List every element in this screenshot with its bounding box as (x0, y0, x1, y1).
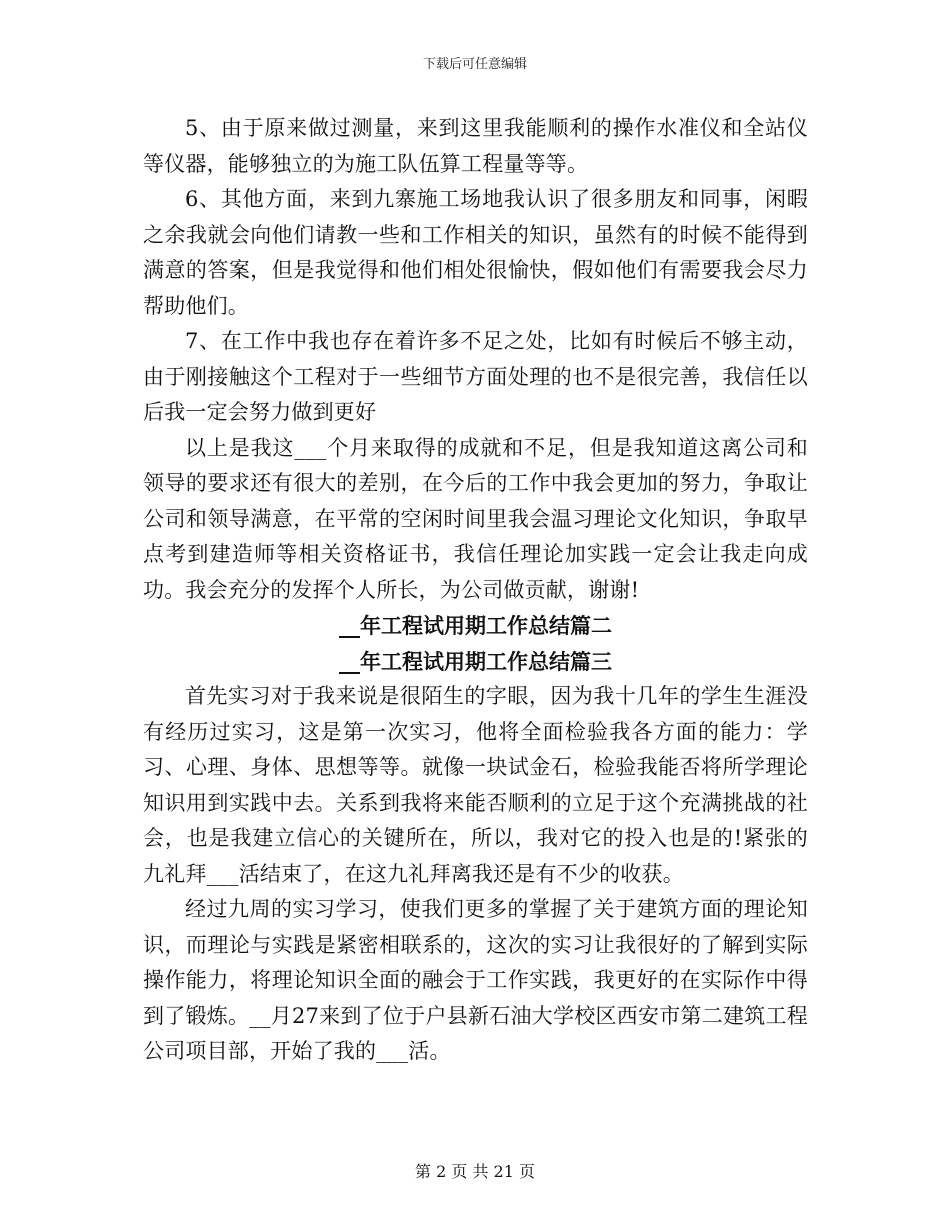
paragraph-item-5: 5、由于原来做过测量，来到这里我能顺利的操作水准仪和全站仪等仪器，能够独立的为施工队伍算工程量等等。 (143, 116, 808, 176)
paragraph-conclusion: 以上是我这___个月来取得的成就和不足，但是我知道这离公司和领导的要求还有很大的差别，在今后的工作中我会更加的努力，争取让公司和领导满意，在平常的空闲时间里我会温习理论文化知识，争取早点考到建造师等相关资格证书，我信任理论加实践一定会让我走向成功。我会充分的发挥个人所长，为公司做贡献，谢谢! (143, 435, 808, 602)
paragraph-item-7: 7、在工作中我也存在着许多不足之处，比如有时候后不够主动，由于刚接触这个工程对于一些细节方面处理的也不是很完善，我信任以后我一定会努力做到更好 (143, 329, 808, 424)
section-heading-2: __年工程试用期工作总结篇二 (339, 613, 612, 638)
page-number: 第 2 页 共 21 页 (415, 1162, 535, 1181)
paragraph-internship-intro: 首先实习对于我来说是很陌生的字眼，因为我十几年的学生生涯没有经历过实习，这是第一次实习，他将全面检验我各方面的能力：学习、心理、身体、思想等等。就像一块试金石，检验我能否将所学理论知识用到实践中去。关系到我将来能否顺利的立足于这个充满挑战的社会，也是我建立信心的关键所在，所以，我对它的投入也是的!紧张的九礼拜___活结束了，在这九礼拜离我还是有不少的收获。 (143, 684, 808, 886)
document-body (143, 111, 808, 1070)
page-header: 下载后可任意编辑 (422, 57, 527, 72)
paragraph-internship-summary: 经过九周的实习学习，使我们更多的掌握了关于建筑方面的理论知识，而理论与实践是紧密相联系的，这次的实习让我很好的了解到实际操作能力，将理论知识全面的融会于工作实践，我更好的在实际作中得到了锻炼。__月27来到了位于户县新石油大学校区西安市第二建筑工程公司项目部，开始了我的___活。 (143, 897, 808, 1063)
paragraph-item-6: 6、其他方面，来到九寨施工场地我认识了很多朋友和同事，闲暇之余我就会向他们请教一些和工作相关的知识，虽然有的时候不能得到满意的答案，但是我觉得和他们相处很愉快，假如他们有需要我会尽力帮助他们。 (143, 187, 808, 318)
section-heading-3: __年工程试用期工作总结篇三 (339, 648, 612, 674)
